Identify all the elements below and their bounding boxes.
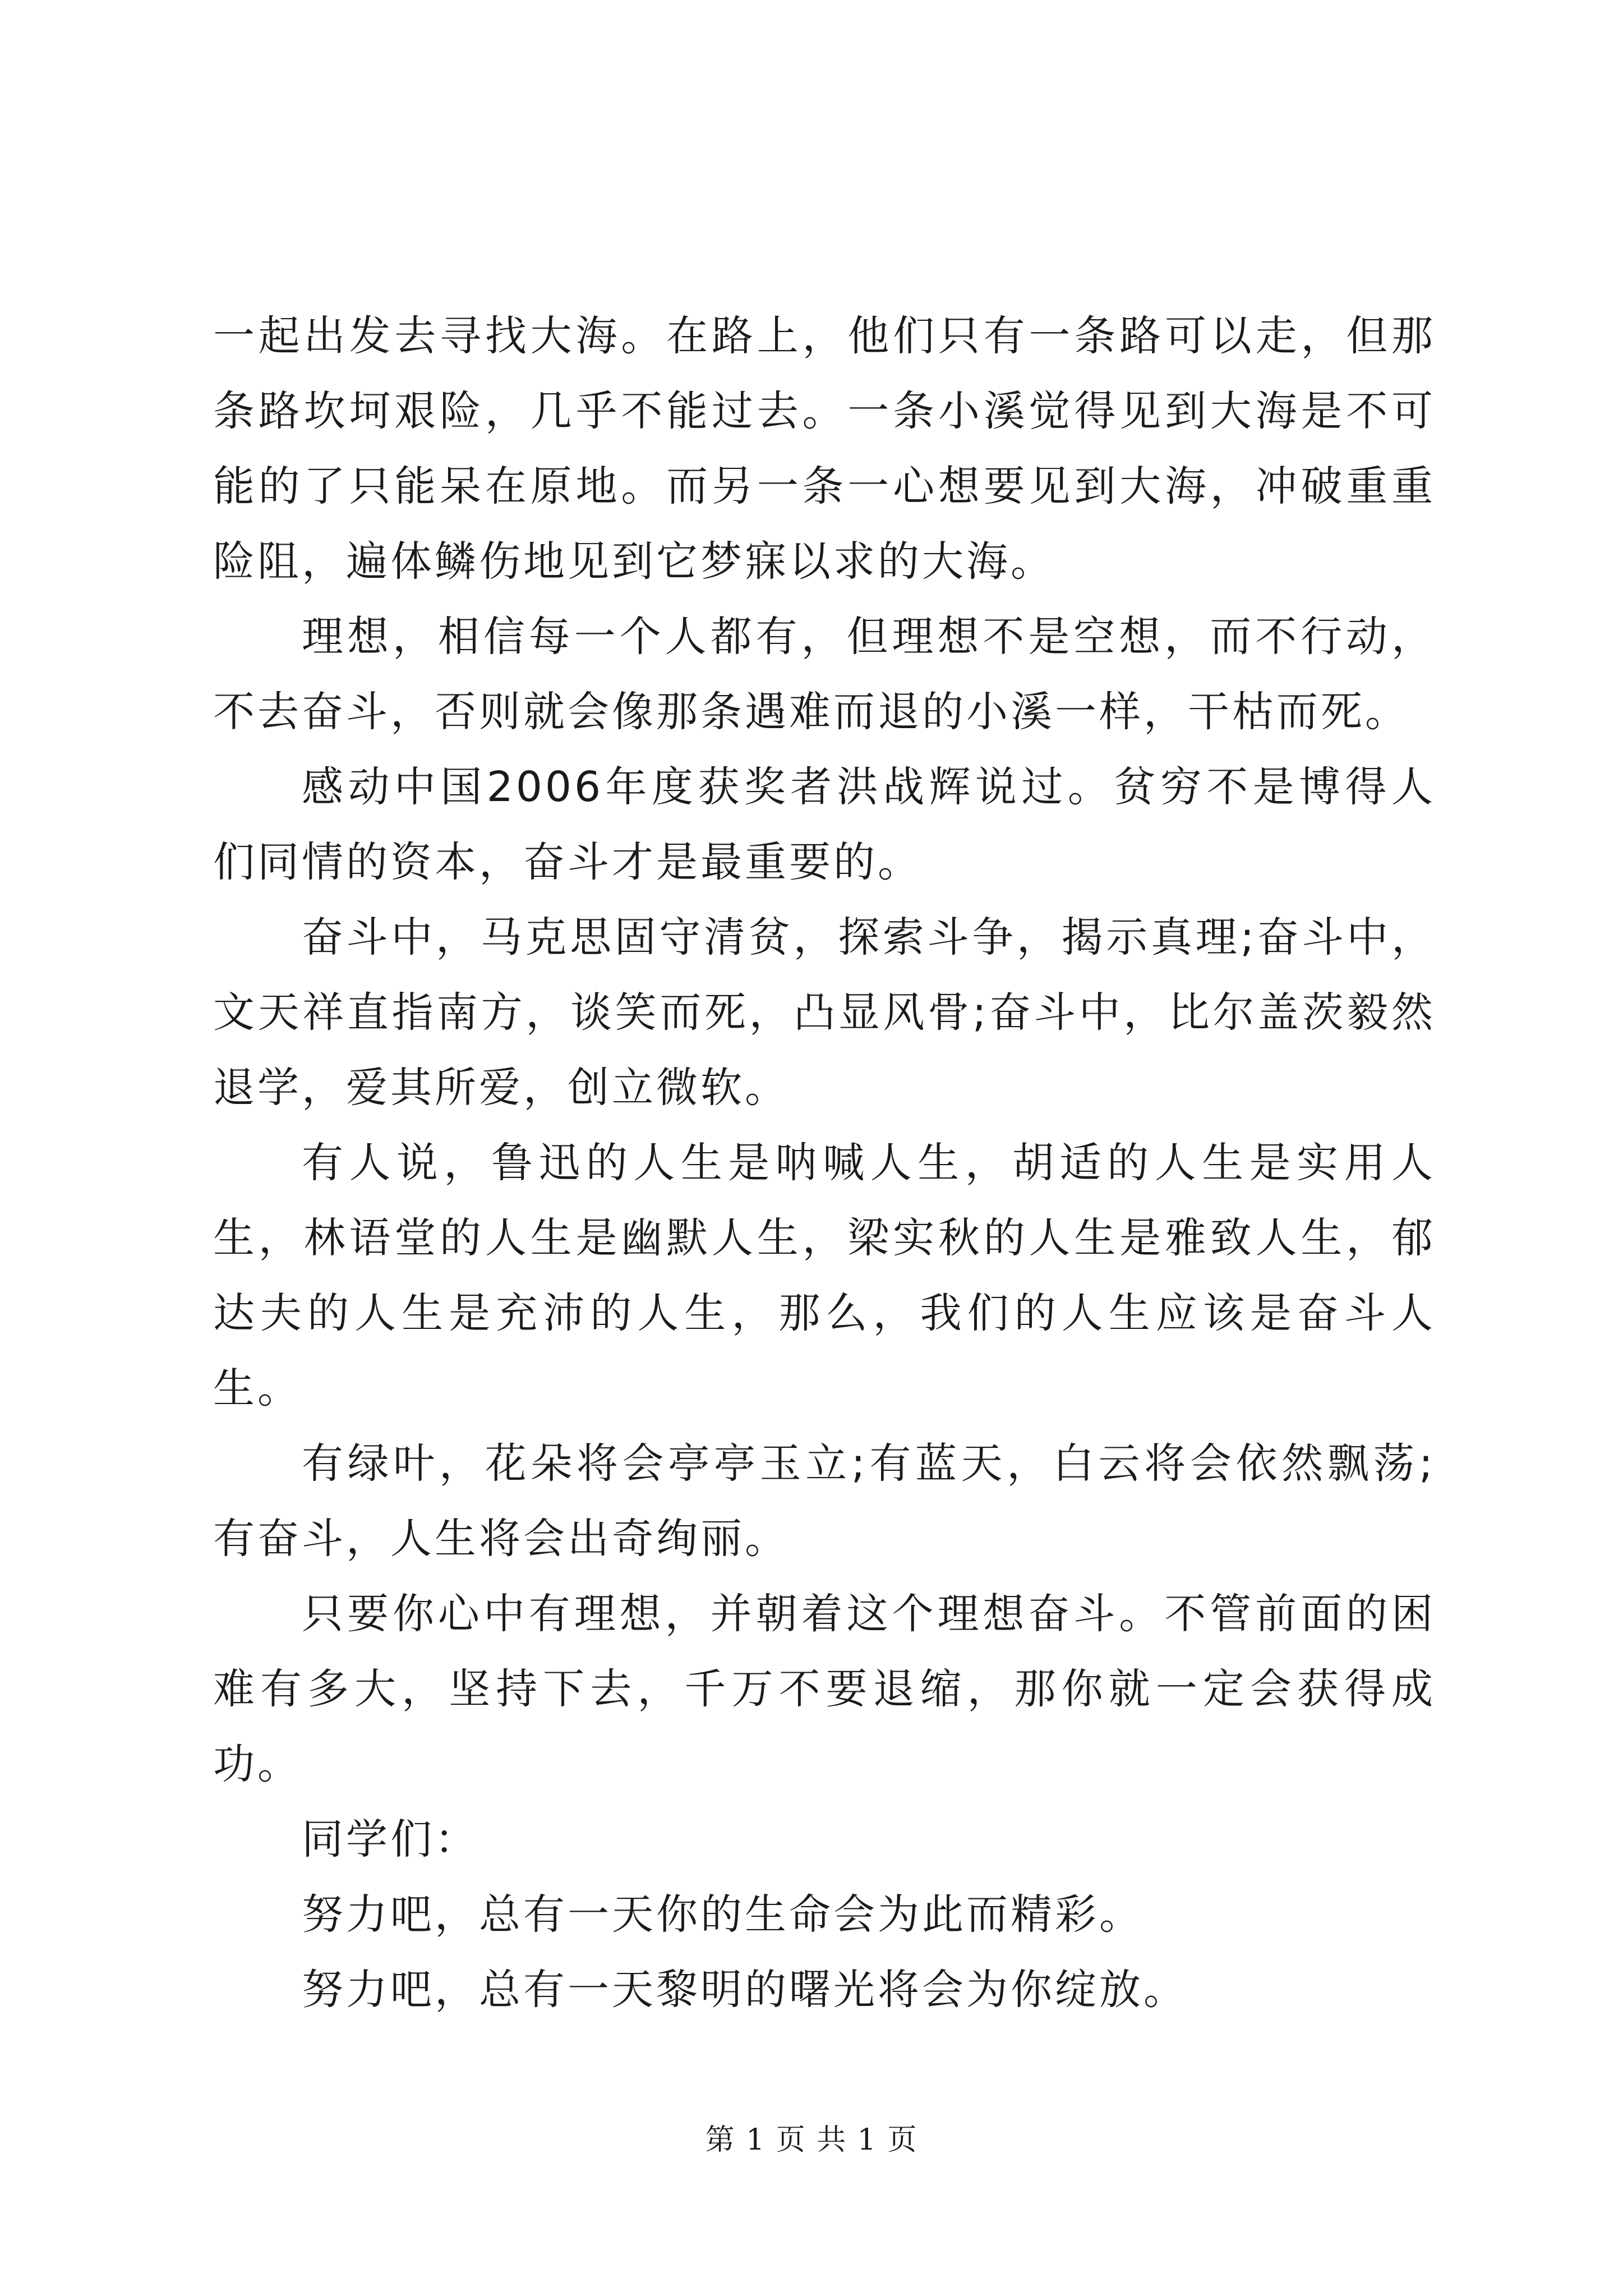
paragraph: 有绿叶，花朵将会亭亭玉立;有蓝天，白云将会依然飘荡;有奋斗，人生将会出奇绚丽。 xyxy=(213,1439,1436,1563)
paragraph: 一起出发去寻找大海。在路上，他们只有一条路可以走，但那条路坎坷艰险，几乎不能过去。一条小溪觉得见到大海是不可能的了只能呆在原地。而另一条一心想要见到大海，冲破重重险阻，遍体鳞伤地见到它梦寐以求的大海。 xyxy=(213,312,1436,586)
paragraph: 努力吧，总有一天你的生命会为此而精彩。 xyxy=(302,1890,1144,1939)
paragraph: 同学们： xyxy=(302,1815,479,1864)
paragraph: 奋斗中，马克思固守清贫，探索斗争，揭示真理;奋斗中，文天祥直指南方，谈笑而死，凸显风骨;奋斗中，比尔盖茨毅然退学，爱其所爱，创立微软。 xyxy=(213,913,1436,1112)
paragraph: 理想，相信每一个人都有，但理想不是空想，而不行动，不去奋斗，否则就会像那条遇难而退的小溪一样，干枯而死。 xyxy=(213,613,1436,736)
paragraph: 努力吧，总有一天黎明的曙光将会为你绽放。 xyxy=(302,1966,1188,2014)
page-number-footer: 第 1 页 共 1 页 xyxy=(705,2123,918,2157)
paragraph: 只要你心中有理想，并朝着这个理想奋斗。不管前面的困难有多大，坚持下去，千万不要退缩，那你就一定会获得成功。 xyxy=(213,1590,1436,1788)
paragraph: 有人说，鲁迅的人生是呐喊人生，胡适的人生是实用人生，林语堂的人生是幽默人生，梁实秋的人生是雅致人生，郁达夫的人生是充沛的人生，那么，我们的人生应该是奋斗人生。 xyxy=(213,1139,1436,1412)
document-body xyxy=(213,298,1436,2027)
paragraph: 感动中国2006年度获奖者洪战辉说过。贫穷不是博得人们同情的资本，奋斗才是最重要的。 xyxy=(213,763,1436,886)
